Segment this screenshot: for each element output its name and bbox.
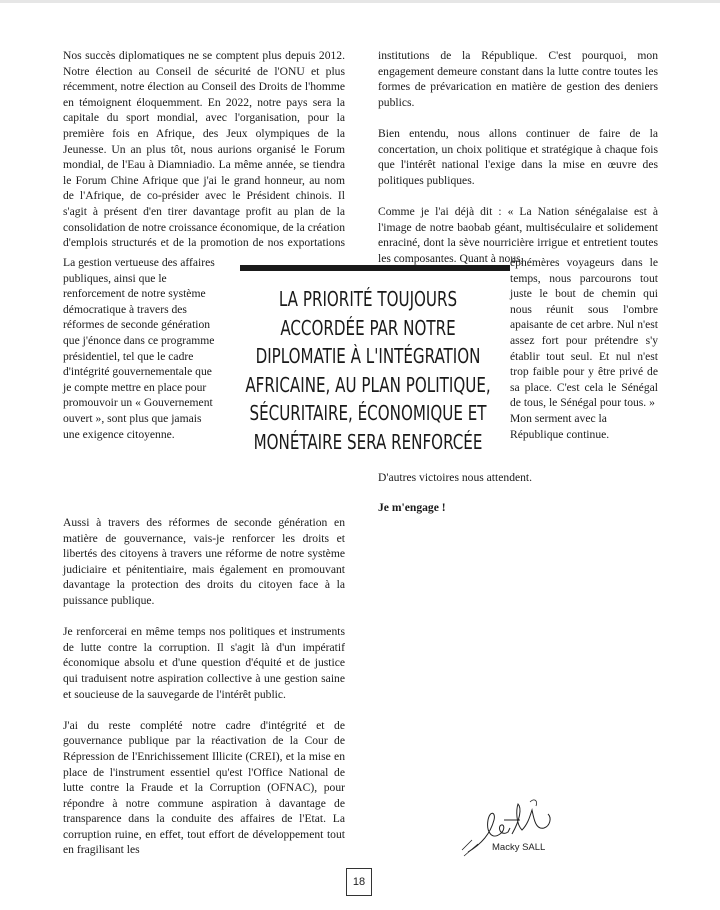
pull-quote: LA PRIORITÉ TOUJOURS ACCORDÉE PAR NOTRE DIPLOMATIE À L'INTÉGRATION AFRICAINE, AU PLAN POLITIQUE, SÉCURITAIRE, ÉCONOMIQUE ET MONÉTAIRE SERA RENFORCÉE — [245, 287, 491, 454]
paragraph-institutions: institutions de la République. C'est pourquoi, mon engagement demeure constant dans la lutte contre toutes les formes de prévarication en matière de gestion des deniers publics. — [378, 49, 658, 109]
right-column-upper — [378, 48, 658, 266]
paragraph-crei-ofnac: J'ai du reste complété notre cadre d'intégrité et de gouvernance publique par la réactivation de la Cour de Répression de l'Enrichissement Illicite (CREI), et la mise en place de l'instrument essentiel qu'est l'Office National de lutte contre la Fraude et la Corruption (OFNAC), pour répondre à notre commune aspiration à davantage de transparence dans la conduite des affaires de l'Etat. La corruption ruine, en effet, tout effort de développement tout en fragilisant les — [63, 718, 345, 857]
page-top-edge — [0, 0, 720, 3]
left-column-narrow — [63, 255, 215, 442]
pull-quote-rule — [240, 265, 510, 271]
paragraph-anti-corruption: Je renforcerai en même temps nos politiques et instruments de lutte contre la corruption. Il s'agit là d'un impératif économique absolu et d'une question d'équité et de justice qui traduisent notre aspiration collective à une gestion saine et soucieuse de la sauvegarde de l'intérêt public. — [63, 625, 345, 701]
left-column-lower — [63, 515, 345, 858]
paragraph-virtuous-management: La gestion vertueuse des affaires publiques, ainsi que le renforcement de notre système démocratique à travers des réformes de seconde génération que j'énonce dans ce programme présidentiel, tel que le cadre d'intégrité gouvernementale que je compte mettre en place pour promouvoir un « Gouvernement ouvert », sont plus que jamais une exigence citoyenne. — [63, 256, 215, 441]
right-column-narrow — [510, 255, 658, 442]
paragraph-baobab-quote-continued: éphémères voyageurs dans le temps, nous parcourons tout juste le bout de chemin qui nous réunit sous l'ombre apaisante de cet arbre. Nul n'est assez fort pour prétendre s'y établir tout seul. Et nul n'est trop faible pour y être privé de sa place. C'est cela le Sénégal de tous, le Sénégal pour tous. » — [510, 256, 658, 410]
paragraph-oath: Mon serment avec la République continue. — [510, 411, 610, 441]
right-column-lower — [378, 470, 658, 515]
signature-name: Macky SALL — [492, 842, 546, 853]
page-number: 18 — [346, 868, 372, 896]
paragraph-concertation: Bien entendu, nous allons continuer de faire de la concertation, un choix politique et stratégique à chaque fois que l'intérêt national l'exige dans la mise en œuvre des politiques publiques. — [378, 126, 658, 187]
paragraph-other-victories: D'autres victoires nous attendent. — [378, 471, 533, 484]
left-column-upper — [63, 48, 345, 253]
paragraph-diplomatic-successes: Nos succès diplomatiques ne se comptent plus depuis 2012. Notre élection au Conseil de sécurité de l'ONU et plus récemment, notre élection au Conseil des Droits de l'homme en témoignent éloquemment. En 2022, notre pays sera la capitale du sport mondial, avec l'organisation, pour la première fois en Afrique, des Jeux olympiques de la Jeunesse. Un an plus tôt, nous aurions organisé le Forum mondial, de l'Eau à Diamniadio. La même année, se tiendra le Forum Chine Afrique que j'ai le grand honneur, au nom de l'Afrique, de co-présider avec le Président chinois. Il s'agit à présent d'en tirer davantage profit au plan de la consolidation de notre croissance économique, de la création d'emplois structurés et de la promotion de nos exportations — [63, 49, 345, 250]
closing-commitment: Je m'engage ! — [378, 500, 446, 514]
paragraph-second-generation-reforms: Aussi à travers des réformes de seconde génération en matière de gouvernance, vais-je renforcer les droits et libertés des citoyens à travers une réforme de notre système judiciaire et pénitentiaire, mais également en promouvant davantage la protection des droits du citoyen face à la puissance publique. — [63, 516, 345, 607]
paragraph-baobab-quote: Comme je l'ai déjà dit : « La Nation sénégalaise est à l'image de notre baobab géant, multiséculaire et solidement enraciné, dont la sève nourricière irrigue et entretient toutes les composantes. Quant à nous, — [378, 204, 658, 265]
